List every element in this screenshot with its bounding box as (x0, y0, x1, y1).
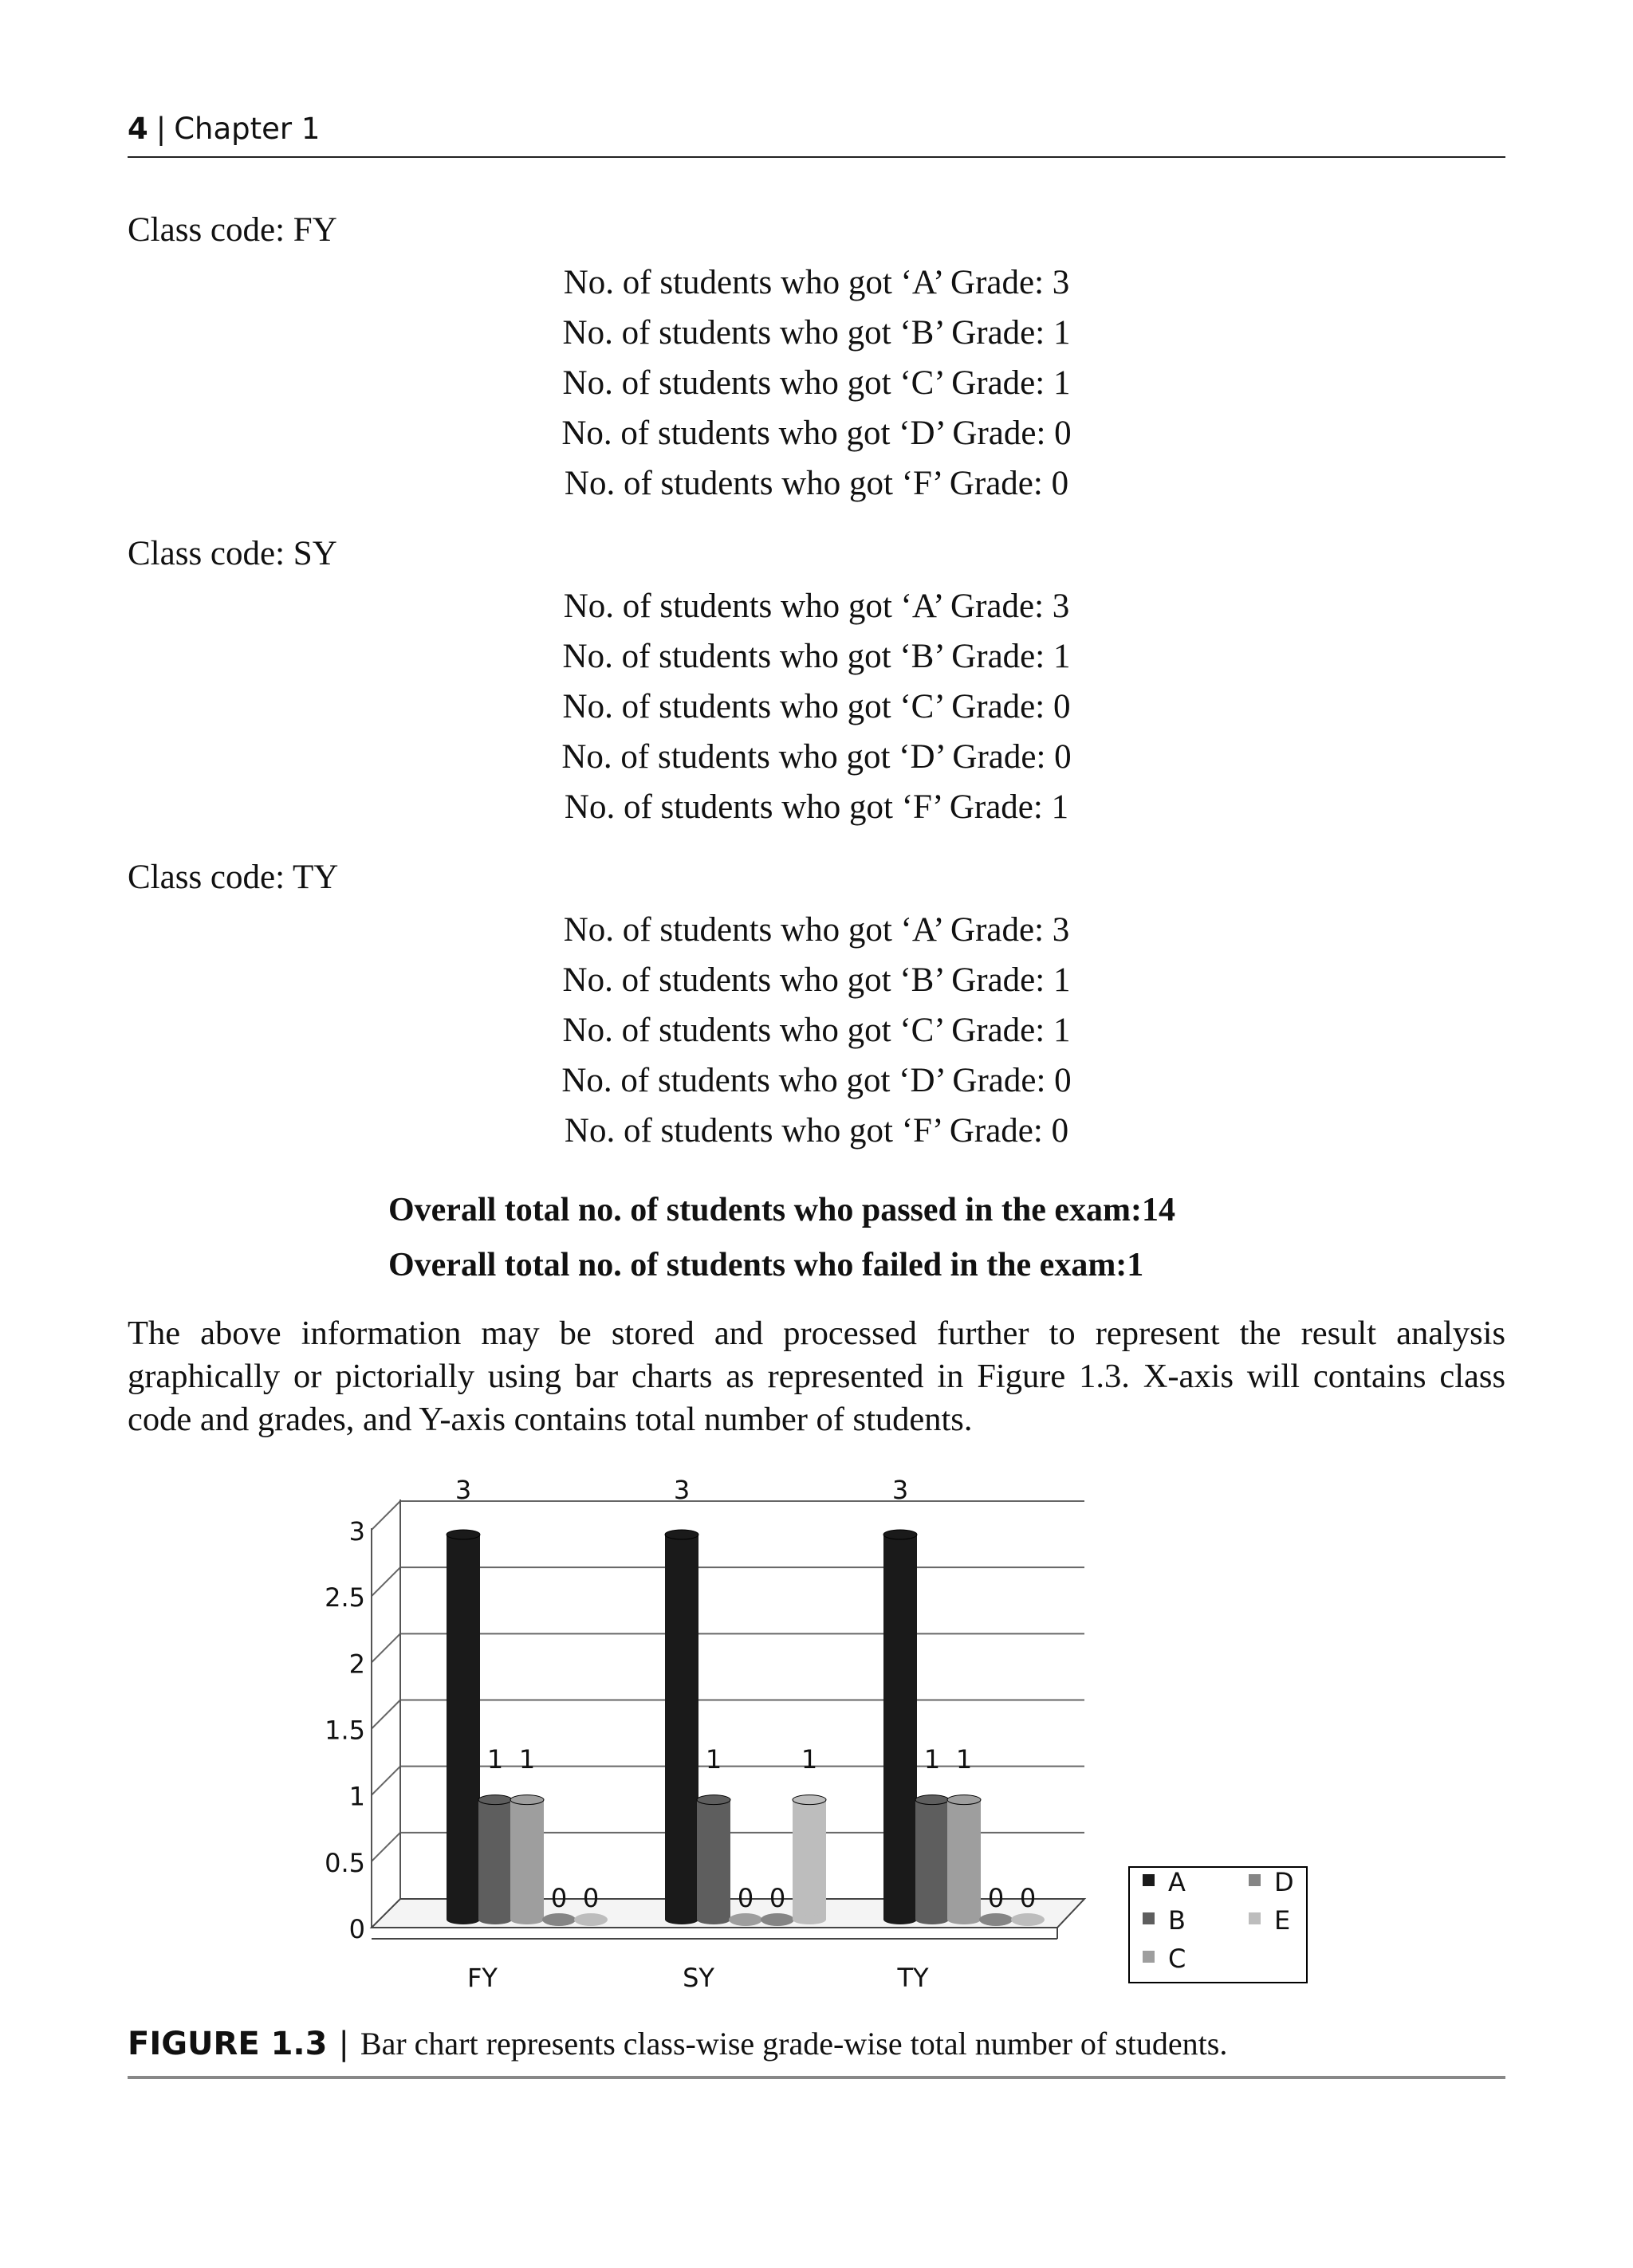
bar-sy-a (665, 1535, 698, 1920)
bar-zero-sy-d (761, 1913, 794, 1926)
gridline-depth (372, 1501, 400, 1530)
bar-top-ty-a (883, 1530, 917, 1539)
class-code-sy: Class code: SY (128, 535, 337, 572)
bar-top-fy-c (510, 1795, 544, 1805)
bar-base-fy-a (447, 1915, 480, 1924)
legend-swatch-e (1249, 1912, 1261, 1924)
y-tick-label: 0.5 (325, 1847, 365, 1878)
legend-label-d: D (1274, 1867, 1294, 1897)
y-tick-label: 2 (348, 1649, 365, 1680)
data-label: 3 (454, 1475, 472, 1505)
bar-top-fy-a (447, 1530, 480, 1539)
page-number: 4 (128, 112, 148, 146)
data-label: 1 (518, 1744, 536, 1775)
sy-grade-d: No. of students who got ‘D’ Grade: 0 (561, 738, 1072, 776)
overall-failed: Overall total no. of students who failed in the exam:1 (388, 1247, 1144, 1283)
data-label: 0 (769, 1883, 786, 1913)
caption-text: Bar chart represents class-wise grade-wise total number of students. (360, 2026, 1228, 2062)
bar-top-fy-b (478, 1795, 512, 1805)
bar-ty-b (915, 1800, 949, 1920)
fy-grade-b: No. of students who got ‘B’ Grade: 1 (562, 314, 1071, 352)
x-tick-label: SY (683, 1963, 714, 1993)
legend-swatch-b (1143, 1912, 1155, 1924)
gridline-depth (372, 1567, 400, 1596)
data-label: 3 (673, 1475, 691, 1505)
data-label: 0 (737, 1883, 754, 1913)
data-label: 1 (801, 1744, 818, 1775)
ty-grade-d: No. of students who got ‘D’ Grade: 0 (561, 1062, 1072, 1099)
bar-fy-c (510, 1800, 544, 1920)
bar-base-sy-b (697, 1915, 730, 1924)
bar-base-ty-a (883, 1915, 917, 1924)
ty-grade-b: No. of students who got ‘B’ Grade: 1 (562, 961, 1071, 999)
legend-swatch-a (1143, 1874, 1155, 1886)
legend-swatch-c (1143, 1951, 1155, 1963)
bar-top-sy-b (697, 1795, 730, 1805)
sy-grade-b: No. of students who got ‘B’ Grade: 1 (562, 638, 1071, 675)
bar-base-sy-a (665, 1915, 698, 1924)
chapter-title: Chapter 1 (174, 112, 321, 146)
body-paragraph: The above information may be stored and processed further to represent the result analysis graphically or pictorially using bar charts as represented in Figure 1.3. X-axis will contains class code and grades, and Y-axis contains total number of students. (128, 1315, 1505, 1438)
bar-ty-c (947, 1800, 981, 1920)
data-label: 1 (486, 1744, 504, 1775)
data-label: 1 (955, 1744, 973, 1775)
sy-grade-c: No. of students who got ‘C’ Grade: 0 (562, 688, 1071, 725)
y-tick-label: 2.5 (325, 1582, 365, 1614)
gridline-depth (372, 1633, 400, 1662)
bar-base-ty-c (947, 1915, 981, 1924)
y-tick-label: 0 (348, 1914, 365, 1944)
bar-zero-fy-d (542, 1913, 576, 1926)
bar-sy-b (697, 1800, 730, 1920)
header-separator: | (155, 112, 167, 146)
bar-base-ty-b (915, 1915, 949, 1924)
data-label: 0 (987, 1883, 1005, 1913)
class-code-fy: Class code: FY (128, 211, 337, 249)
legend-label-c: C (1168, 1944, 1186, 1974)
figure-label: FIGURE 1.3 (128, 2026, 328, 2062)
data-label: 1 (923, 1744, 941, 1775)
sy-grade-a: No. of students who got ‘A’ Grade: 3 (563, 588, 1070, 625)
bar-base-fy-c (510, 1915, 544, 1924)
ty-grade-c: No. of students who got ‘C’ Grade: 1 (562, 1012, 1071, 1049)
class-code-ty: Class code: TY (128, 859, 339, 896)
x-tick-label: TY (897, 1963, 929, 1993)
sy-grade-f: No. of students who got ‘F’ Grade: 1 (564, 788, 1069, 826)
bar-zero-ty-d (979, 1913, 1013, 1926)
data-label: 0 (550, 1883, 568, 1913)
bar-zero-sy-c (729, 1913, 762, 1926)
fy-grade-c: No. of students who got ‘C’ Grade: 1 (562, 364, 1071, 402)
bar-base-sy-e (793, 1915, 826, 1924)
bar-ty-a (883, 1535, 917, 1920)
fy-grade-d: No. of students who got ‘D’ Grade: 0 (561, 415, 1072, 452)
legend-label-a: A (1168, 1867, 1186, 1897)
gridline-depth (372, 1767, 400, 1795)
x-tick-label: FY (467, 1963, 498, 1993)
bar-zero-fy-e (574, 1913, 608, 1926)
legend-label-b: B (1168, 1905, 1186, 1936)
gridline-depth (372, 1700, 400, 1729)
gridline-depth (372, 1833, 400, 1861)
bar-fy-a (447, 1535, 480, 1920)
fy-grade-f: No. of students who got ‘F’ Grade: 0 (564, 465, 1069, 502)
ty-grade-a: No. of students who got ‘A’ Grade: 3 (563, 911, 1070, 949)
overall-passed: Overall total no. of students who passed in the exam:14 (388, 1192, 1176, 1228)
figure-caption (128, 2025, 1505, 2079)
data-label: 3 (891, 1475, 909, 1505)
bar-zero-ty-e (1011, 1913, 1045, 1926)
bar-top-sy-e (793, 1795, 826, 1805)
legend-swatch-d (1249, 1874, 1261, 1886)
y-tick-label: 1.5 (325, 1715, 365, 1746)
bar-sy-e (793, 1800, 826, 1920)
y-tick-label: 1 (348, 1781, 365, 1812)
caption-separator: | (338, 2026, 349, 2062)
data-label: 0 (1019, 1883, 1037, 1913)
legend-label-e: E (1274, 1905, 1291, 1936)
data-label: 0 (582, 1883, 600, 1913)
ty-grade-f: No. of students who got ‘F’ Grade: 0 (564, 1112, 1069, 1150)
bar-top-sy-a (665, 1530, 698, 1539)
bar-base-fy-b (478, 1915, 512, 1924)
bar-top-ty-c (947, 1795, 981, 1805)
bar-fy-b (478, 1800, 512, 1920)
data-label: 1 (705, 1744, 722, 1775)
y-tick-label: 3 (348, 1516, 365, 1547)
bar-top-ty-b (915, 1795, 949, 1805)
fy-grade-a: No. of students who got ‘A’ Grade: 3 (563, 264, 1070, 301)
